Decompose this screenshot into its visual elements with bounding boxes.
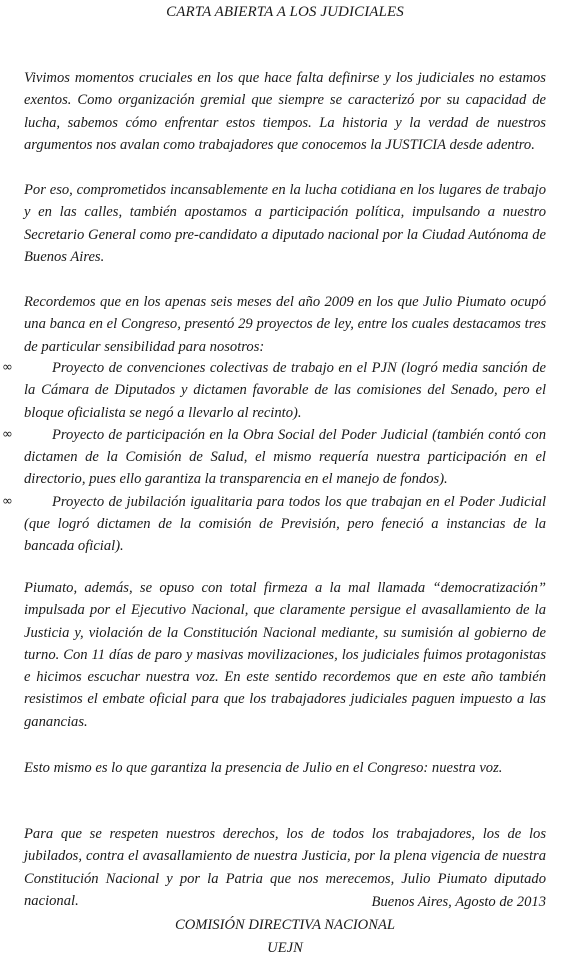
infinity-bullet-icon: ∞	[2, 426, 13, 442]
paragraph-projects-intro: Recordemos que en los apenas seis meses del año 2009 en los que Julio Piumato ocupó una banca en el Congreso, presentó 29 proyectos de ley, entre los cuales destacamos tres de particular sensibilidad para nosotros:	[24, 294, 546, 355]
signature-union: UEJN	[267, 940, 303, 956]
projects-list	[0, 357, 546, 558]
document-title: CARTA ABIERTA A LOS JUDICIALES	[166, 4, 404, 20]
infinity-bullet-icon: ∞	[2, 360, 13, 375]
infinity-bullet-icon: ∞	[2, 493, 13, 509]
paragraph-closing: Para que se respeten nuestros derechos, los de todos los trabajadores, los de los jubilados, contra el avasallamiento de nuestra Justicia, por la plena vigencia de nuestra Constitución Nacional y por la Patria que nos merecemos, Julio Piumato diputado nacional.	[24, 826, 546, 909]
paragraph-candidacy: Por eso, comprometidos incansablemente en la lucha cotidiana en los lugares de trabajo y en las calles, también apostamos a participación política, impulsando a nuestro Secretario General como pre-candidato a diputado nacional por la Ciudad Autónoma de Buenos Aires.	[24, 182, 546, 265]
paragraph-intro: Vivimos momentos cruciales en los que hace falta definirse y los judiciales no estamos exentos. Como organización gremial que siempre se caracterizó por su capacidad de lucha, sabemos cómo enfrentar estos tiempos. La historia y la verdad de nuestros argumentos nos avalan como trabajadores que conocemos la JUSTICIA desde adentro.	[24, 70, 546, 153]
paragraph-democratization: Piumato, además, se opuso con total firmeza a la mal llamada “democratización” impulsada por el Ejecutivo Nacional, que claramente persigue el avasallamiento de la Justicia y, violación de la Constitución Nacional mediante, su sumisión al gobierno de turno. Con 11 días de paro y masivas movilizaciones, los judiciales fuimos protagonistas e hicimos escuchar nuestra voz. En este sentido recordemos que en este año también resistimos el embate oficial para que los trabajadores judiciales paguen impuesto a las ganancias.	[24, 580, 546, 730]
list-item	[0, 424, 546, 491]
list-item-text: Proyecto de jubilación igualitaria para todos los que trabajan en el Poder Judicial (que logró dictamen de la comisión de Previsión, pero feneció a instancias de la bancada oficial).	[24, 493, 546, 555]
list-item-text: Proyecto de participación en la Obra Social del Poder Judicial (también contó con dictamen de la Comisión de Salud, el mismo requería nuestra participación en el directorio, pues ello garantiza la transparencia en el manejo de fondos).	[24, 426, 546, 488]
paragraph-our-voice: Esto mismo es lo que garantiza la presencia de Julio en el Congreso: nuestra voz.	[24, 760, 503, 776]
list-item-text: Proyecto de convenciones colectivas de trabajo en el PJN (logró media sanción de la Cámara de Diputados y dictamen favorable de las comisiones del Senado, pero el bloque oficialista se negó a llevarlo al recinto).	[24, 360, 546, 421]
signature-committee: COMISIÓN DIRECTIVA NACIONAL	[175, 917, 395, 933]
list-item	[0, 357, 546, 424]
place-and-date: Buenos Aires, Agosto de 2013	[371, 894, 546, 910]
list-item	[0, 491, 546, 558]
